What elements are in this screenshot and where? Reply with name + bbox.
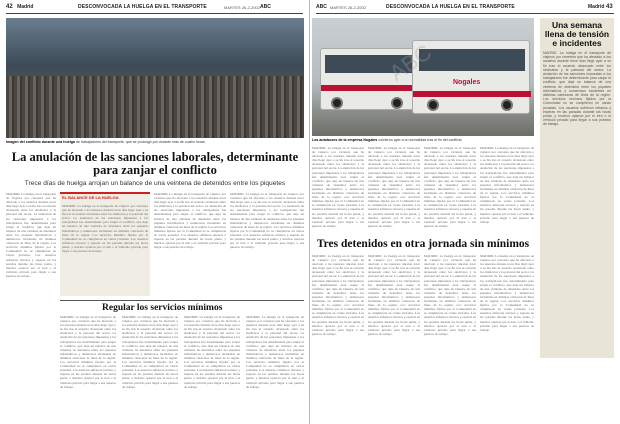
right-date: MARTES 26-2-2002 bbox=[330, 5, 366, 10]
right-col-5: MADRID. La huelga en el transporte de viajeros por carretera que ha afectado a los usuarios durante trece días llegó ayer a su fin tras el acuerdo alcanzado entre los sindicatos y la patronal del sector. La anulación de las sanciones impuestas a los trabajadores fue determinante para zanjar el conflicto, que deja un balance de una veintena de detenidos entre los piquetes informativos y numerosos incidentes en distintas cabeceras de línea de la región. Los servicios mínimos fijados por la Comunidad no se cumplieron en varias jornadas. Los usuarios sufrieron retrasos y esperas en las paradas durante las horas punta, y muchos optaron por el tren o el vehículo privado para llegar a sus puestos de trabajo. bbox=[312, 254, 364, 336]
right-col-6: MADRID. La huelga en el transporte de viajeros por carretera que ha afectado a los usuarios durante trece días llegó ayer a su fin tras el acuerdo alcanzado entre los sindicatos y la patronal del sector. La anulación de las sanciones impuestas a los trabajadores fue determinante para zanjar el conflicto, que deja un balance de una veintena de detenidos entre los piquetes informativos y numerosos incidentes en distintas cabeceras de línea de la región. Los servicios mínimos fijados por la Comunidad no se cumplieron en varias jornadas. Los usuarios sufrieron retrasos y esperas en las paradas durante las horas punta, y muchos optaron por el tren o el vehículo privado para llegar a sus puestos de trabajo. bbox=[368, 254, 420, 336]
left-date: MARTES 26-2-2002 bbox=[224, 5, 260, 10]
right-running-head: DESCONVOCADA LA HUELGA EN EL TRANSPORTE bbox=[386, 4, 515, 10]
left-running-head: DESCONVOCADA LA HUELGA EN EL TRANSPORTE bbox=[78, 4, 207, 10]
right-col-3: MADRID. La huelga en el transporte de viajeros por carretera que ha afectado a los usuarios durante trece días llegó ayer a su fin tras el acuerdo alcanzado entre los sindicatos y la patronal del sector. La anulación de las sanciones impuestas a los trabajadores fue determinante para zanjar el conflicto, que deja un balance de una veintena de detenidos entre los piquetes informativos y numerosos incidentes en distintas cabeceras de línea de la región. Los servicios mínimos fijados por la Comunidad no se cumplieron en varias jornadas. Los usuarios sufrieron retrasos y esperas en las paradas durante las horas punta, y muchos optaron por el tren o el vehículo privado para llegar a sus puestos de trabajo. bbox=[424, 146, 476, 228]
left-photo bbox=[6, 18, 304, 138]
left-section: Madrid bbox=[17, 4, 34, 10]
left-col-3: MADRID. La huelga en el transporte de viajeros por carretera que ha afectado a los usuarios durante trece días llegó ayer a su fin tras el acuerdo alcanzado entre los sindicatos y la patronal del sector. La anulación de las sanciones impuestas a los trabajadores fue determinante para zanjar el conflicto, que deja un balance de una veintena de detenidos entre los piquetes informativos y numerosos incidentes en distintas cabeceras de línea de la región. Los servicios mínimos fijados por la Comunidad no se cumplieron en varias jornadas. Los usuarios sufrieron retrasos y esperas en las paradas durante las horas punta, y muchos optaron por el tren o el vehículo privado para llegar a sus puestos de trabajo. bbox=[154, 192, 226, 250]
bus-logo: Nogales bbox=[453, 79, 481, 86]
left-box-text: MADRID. La huelga en el transporte de viajeros por carretera que ha afectado a los usuarios durante trece días llegó ayer a su fin tras el acuerdo alcanzado entre los sindicatos y la patronal del sector. La anulación de las sanciones impuestas a los trabajadores fue determinante para zanjar el conflicto, que deja un balance de una veintena de detenidos entre los piquetes informativos y numerosos incidentes en distintas cabeceras de línea de la región. Los servicios mínimos fijados por la Comunidad no se cumplieron en varias jornadas. Los usuarios sufrieron retrasos y esperas en las paradas durante las horas punta, y muchos optaron por el tren o el vehículo privado para llegar a sus puestos de trabajo. bbox=[62, 204, 148, 254]
right-col-4: MADRID. La huelga en el transporte de viajeros por carretera que ha afectado a los usuarios durante trece días llegó ayer a su fin tras el acuerdo alcanzado entre los sindicatos y la patronal del sector. La anulación de las sanciones impuestas a los trabajadores fue determinante para zanjar el conflicto, que deja un balance de una veintena de detenidos entre los piquetes informativos y numerosos incidentes en distintas cabeceras de línea de la región. Los servicios mínimos fijados por la Comunidad no se cumplieron en varias jornadas. Los usuarios sufrieron retrasos y esperas en las paradas durante las horas punta, y muchos optaron por el tren o el vehículo privado para llegar a sus puestos de trabajo. bbox=[480, 146, 534, 224]
right-page-number: 43 bbox=[606, 4, 613, 10]
abc-watermark: ABC bbox=[384, 39, 437, 86]
right-section: Madrid bbox=[588, 4, 605, 10]
left-brand: ABC bbox=[260, 4, 271, 10]
bus-left-wheel bbox=[331, 97, 343, 109]
right-sidebar bbox=[540, 18, 614, 358]
bus-left-stripe bbox=[321, 85, 417, 91]
right-col-2: MADRID. La huelga en el transporte de viajeros por carretera que ha afectado a los usuarios durante trece días llegó ayer a su fin tras el acuerdo alcanzado entre los sindicatos y la patronal del sector. La anulación de las sanciones impuestas a los trabajadores fue determinante para zanjar el conflicto, que deja un balance de una veintena de detenidos entre los piquetes informativos y numerosos incidentes en distintas cabeceras de línea de la región. Los servicios mínimos fijados por la Comunidad no se cumplieron en varias jornadas. Los usuarios sufrieron retrasos y esperas en las paradas durante las horas punta, y muchos optaron por el tren o el vehículo privado para llegar a sus puestos de trabajo. bbox=[368, 146, 420, 228]
left-deck: Trece días de huelga arrojan un balance de una veintena de detenidos entre los piquetes bbox=[24, 180, 286, 187]
left-col-1: MADRID. La huelga en el transporte de viajeros por carretera que ha afectado a los usuarios durante trece días llegó ayer a su fin tras el acuerdo alcanzado entre los sindicatos y la patronal del sector. La anulación de las sanciones impuestas a los trabajadores fue determinante para zanjar el conflicto, que deja un balance de una veintena de detenidos entre los piquetes informativos y numerosos incidentes en distintas cabeceras de línea de la región. Los servicios mínimos fijados por la Comunidad no se cumplieron en varias jornadas. Los usuarios sufrieron retrasos y esperas en las paradas durante las horas punta, y muchos optaron por el tren o el vehículo privado para llegar a sus puestos de trabajo. bbox=[6, 192, 56, 278]
left-col-5: MADRID. La huelga en el transporte de viajeros por carretera que ha afectado a los usuarios durante trece días llegó ayer a su fin tras el acuerdo alcanzado entre los sindicatos y la patronal del sector. La anulación de las sanciones impuestas a los trabajadores fue determinante para zanjar el conflicto, que deja un balance de una veintena de detenidos entre los piquetes informativos y numerosos incidentes en distintas cabeceras de línea de la región. Los servicios mínimos fijados por la Comunidad no se cumplieron en varias jornadas. Los usuarios sufrieron retrasos y esperas en las paradas durante las horas punta, y muchos optaron por el tren o el vehículo privado para llegar a sus puestos de trabajo. bbox=[60, 315, 116, 389]
right-brand: ABC bbox=[316, 4, 327, 10]
left-page-number: 42 bbox=[6, 4, 13, 10]
right-photo-caption bbox=[312, 138, 534, 142]
protest-crowd bbox=[6, 76, 304, 138]
bus-right-wheel bbox=[427, 99, 439, 111]
left-box-title: EL BALANCE DE LA HUELGA bbox=[62, 195, 119, 200]
left-header bbox=[6, 4, 303, 14]
bus-left-wheel bbox=[391, 97, 403, 109]
right-headline: Tres detenidos en otra jornada sin mínimos bbox=[316, 238, 530, 250]
left-photo-caption bbox=[6, 140, 304, 144]
left-headline: La anulación de las sanciones laborales, determinante para zanjar el conflicto bbox=[11, 150, 299, 177]
left-col-7: MADRID. La huelga en el transporte de viajeros por carretera que ha afectado a los usuarios durante trece días llegó ayer a su fin tras el acuerdo alcanzado entre los sindicatos y la patronal del sector. La anulación de las sanciones impuestas a los trabajadores fue determinante para zanjar el conflicto, que deja un balance de una veintena de detenidos entre los piquetes informativos y numerosos incidentes en distintas cabeceras de línea de la región. Los servicios mínimos fijados por la Comunidad no se cumplieron en varias jornadas. Los usuarios sufrieron retrasos y esperas en las paradas durante las horas punta, y muchos optaron por el tren o el vehículo privado para llegar a sus puestos de trabajo. bbox=[184, 315, 240, 389]
left-col-4: MADRID. La huelga en el transporte de viajeros por carretera que ha afectado a los usuarios durante trece días llegó ayer a su fin tras el acuerdo alcanzado entre los sindicatos y la patronal del sector. La anulación de las sanciones impuestas a los trabajadores fue determinante para zanjar el conflicto, que deja un balance de una veintena de detenidos entre los piquetes informativos y numerosos incidentes en distintas cabeceras de línea de la región. Los servicios mínimos fijados por la Comunidad no se cumplieron en varias jornadas. Los usuarios sufrieron retrasos y esperas en las paradas durante las horas punta, y muchos optaron por el tren o el vehículo privado para llegar a sus puestos de trabajo. bbox=[230, 192, 304, 250]
right-caption-bold: Los autobuses de la empresa Nogales bbox=[312, 138, 378, 142]
right-col-1: MADRID. La huelga en el transporte de viajeros por carretera que ha afectado a los usuarios durante trece días llegó ayer a su fin tras el acuerdo alcanzado entre los sindicatos y la patronal del sector. La anulación de las sanciones impuestas a los trabajadores fue determinante para zanjar el conflicto, que deja un balance de una veintena de detenidos entre los piquetes informativos y numerosos incidentes en distintas cabeceras de línea de la región. Los servicios mínimos fijados por la Comunidad no se cumplieron en varias jornadas. Los usuarios sufrieron retrasos y esperas en las paradas durante las horas punta, y muchos optaron por el tren o el vehículo privado para llegar a sus puestos de trabajo. bbox=[312, 146, 364, 228]
bus-right-wheel bbox=[501, 99, 513, 111]
right-header bbox=[316, 4, 614, 14]
left-caption-text: de trabajadores del transporte, que se prolongó por durante más de cuatro horas bbox=[74, 140, 205, 144]
left-subhead: Regular los servicios mínimos bbox=[60, 300, 304, 313]
sidebar-title: Una semana llena de tensión e incidentes bbox=[544, 20, 610, 48]
left-balance-box bbox=[60, 192, 150, 296]
bus-right-stripe bbox=[413, 91, 531, 97]
sidebar-items: MADRID. La huelga en el transporte de viajeros por carretera que ha afectado a los usuarios durante trece días llegó ayer a su fin tras el acuerdo alcanzado entre los sindicatos y la patronal del sector. La anulación de las sanciones impuestas a los trabajadores fue determinante para zanjar el conflicto, que deja un balance de una veintena de detenidos entre los piquetes informativos y numerosos incidentes en distintas cabeceras de línea de la región. Los servicios mínimos fijados por la Comunidad no se cumplieron en varias jornadas. Los usuarios sufrieron retrasos y esperas en las paradas durante las horas punta, y muchos optaron por el tren o el vehículo privado para llegar a sus puestos de trabajo. bbox=[543, 51, 611, 127]
right-col-8: MADRID. La huelga en el transporte de viajeros por carretera que ha afectado a los usuarios durante trece días llegó ayer a su fin tras el acuerdo alcanzado entre los sindicatos y la patronal del sector. La anulación de las sanciones impuestas a los trabajadores fue determinante para zanjar el conflicto, que deja un balance de una veintena de detenidos entre los piquetes informativos y numerosos incidentes en distintas cabeceras de línea de la región. Los servicios mínimos fijados por la Comunidad no se cumplieron en varias jornadas. Los usuarios sufrieron retrasos y esperas en las paradas durante las horas punta, y muchos optaron por el tren o el vehículo privado para llegar a sus puestos de trabajo. bbox=[480, 254, 534, 332]
right-caption-text: volvieron ayer a la normalidad tras el fin del conflicto bbox=[377, 138, 462, 142]
right-photo bbox=[312, 18, 534, 136]
left-col-8: MADRID. La huelga en el transporte de viajeros por carretera que ha afectado a los usuarios durante trece días llegó ayer a su fin tras el acuerdo alcanzado entre los sindicatos y la patronal del sector. La anulación de las sanciones impuestas a los trabajadores fue determinante para zanjar el conflicto, que deja un balance de una veintena de detenidos entre los piquetes informativos y numerosos incidentes en distintas cabeceras de línea de la región. Los servicios mínimos fijados por la Comunidad no se cumplieron en varias jornadas. Los usuarios sufrieron retrasos y esperas en las paradas durante las horas punta, y muchos optaron por el tren o el vehículo privado para llegar a sus puestos de trabajo. bbox=[246, 315, 304, 389]
left-col-6: MADRID. La huelga en el transporte de viajeros por carretera que ha afectado a los usuarios durante trece días llegó ayer a su fin tras el acuerdo alcanzado entre los sindicatos y la patronal del sector. La anulación de las sanciones impuestas a los trabajadores fue determinante para zanjar el conflicto, que deja un balance de una veintena de detenidos entre los piquetes informativos y numerosos incidentes en distintas cabeceras de línea de la región. Los servicios mínimos fijados por la Comunidad no se cumplieron en varias jornadas. Los usuarios sufrieron retrasos y esperas en las paradas durante las horas punta, y muchos optaron por el tren o el vehículo privado para llegar a sus puestos de trabajo. bbox=[122, 315, 178, 389]
right-col-7: MADRID. La huelga en el transporte de viajeros por carretera que ha afectado a los usuarios durante trece días llegó ayer a su fin tras el acuerdo alcanzado entre los sindicatos y la patronal del sector. La anulación de las sanciones impuestas a los trabajadores fue determinante para zanjar el conflicto, que deja un balance de una veintena de detenidos entre los piquetes informativos y numerosos incidentes en distintas cabeceras de línea de la región. Los servicios mínimos fijados por la Comunidad no se cumplieron en varias jornadas. Los usuarios sufrieron retrasos y esperas en las paradas durante las horas punta, y muchos optaron por el tren o el vehículo privado para llegar a sus puestos de trabajo. bbox=[424, 254, 476, 336]
left-caption-bold: Imagen del conflicto durante una huelga bbox=[6, 140, 75, 144]
